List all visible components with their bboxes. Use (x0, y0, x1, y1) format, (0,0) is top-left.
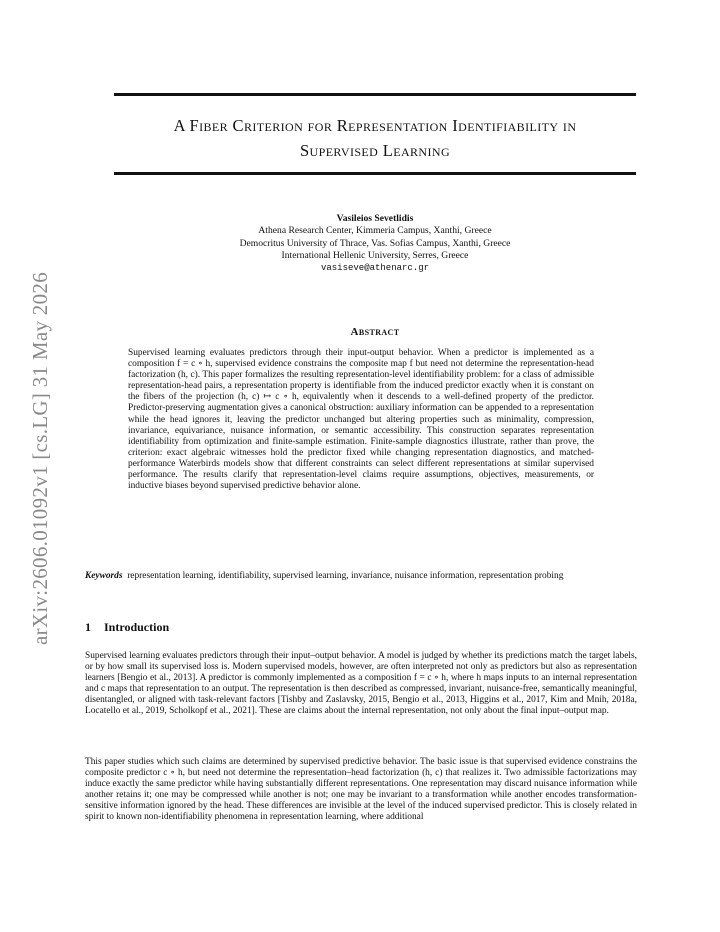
title-rule-top (114, 93, 636, 96)
body-paragraph: Supervised learning evaluates predictors through their input–output behavior. A model is judged by whether its predictions match the target labels, or by how small its supervised loss is. Modern supervised models, however, are often interpreted not only as predictors but also as representation learners [Bengio et al., 2013]. A predictor is commonly implemented as a composition f = c ∘ h, where h maps inputs to an internal representation and c maps that representation to an output. The representation is then described as compressed, invariant, nuisance-free, semantically meaningful, disentangled, or aligned with task-relevant factors [Tishby and Zaslavsky, 2015, Bengio et al., 2013, Higgins et al., 2017, Kim and Mnih, 2018a, Locatello et al., 2019, Scholkopf et al., 2021]. These are claims about the internal representation, not only about the final input–output map. (85, 651, 637, 717)
section-title: Introduction (104, 620, 170, 634)
keywords (85, 571, 637, 583)
author-affiliation: Athena Research Center, Kimmeria Campus, Xanthi, Greece (258, 225, 492, 237)
paper-title-line-2: Supervised Learning (299, 141, 451, 160)
paper-title-line-1: A Fiber Criterion for Representation Identifiability in (173, 116, 577, 135)
arxiv-identifier (22, 258, 58, 658)
body-paragraph: This paper studies which such claims are determined by supervised predictive behavior. The basic issue is that supervised evidence constrains the composite predictor c ∘ h, but need not determine the representation–head factorization (h, c) that realizes it. Two admissible factorizations may induce exactly the same predictor while having substantially different representations. One representation may discard nuisance information while another retains it; one may be compressed while another is not; one may be invariant to a transformation while another encodes transformation-sensitive information ignored by the head. These differences are invisible at the level of the induced supervised predictor. This is closely related in spirit to known non-identifiability phenomena in representation learning, where additional (85, 757, 637, 823)
keywords-label: Keywords (85, 571, 123, 581)
author-email[interactable]: vasiseve@athenarc.gr (320, 263, 430, 274)
abstract-text: Supervised learning evaluates predictors through their input-output behavior. When a predictor is implemented as a composition f = c ∘ h, supervised evidence constrains the composite map f but need not determine the representation-head factorization (h, c). This paper formalizes the resulting representation-level identifiability problem: for a class of admissible representation-head pairs, a representation property is identifiable from the induced predictor exactly when it is constant on the fibers of the projection (h, c) ↦ c ∘ h, equivalently when it descends to a well-defined property of the predictor. Predictor-preserving augmentation gives a canonical obstruction: auxiliary information can be appended to a representation while the head ignores it, leaving the predictor unchanged but altering properties such as minimality, compression, invariance, equivariance, nuisance information, or semantic accessibility. This construction separates representation identifiability from optimization and finite-sample estimation. Finite-sample diagnostics illustrate, rather than prove, the criterion: exact algebraic witnesses hold the predictor fixed while changing representation diagnostics, and matched-performance Waterbirds models show that different constraints can select different representations at similar supervised performance. The results clarify that representation-level claims require assumptions, objectives, measurements, or inductive biases beyond supervised predictive behavior alone. (128, 348, 594, 492)
author-name: Vasileios Sevetlidis (336, 213, 414, 224)
section-number: 1 (85, 620, 91, 634)
keywords-text: representation learning, identifiability, supervised learning, invariance, nuisance information, representation probing (127, 571, 564, 581)
author-affiliation: International Hellenic University, Serres, Greece (281, 249, 469, 261)
arxiv-identifier-text: arXiv:2606.01092v1 [cs.LG] 31 May 2026 (27, 271, 52, 645)
title-rule-bottom (114, 172, 636, 175)
abstract-heading: Abstract (350, 326, 400, 338)
paper-title (100, 113, 650, 163)
section-heading (85, 620, 169, 635)
author-block (114, 213, 636, 274)
author-affiliation: Democritus University of Thrace, Vas. Sofias Campus, Xanthi, Greece (239, 237, 511, 249)
